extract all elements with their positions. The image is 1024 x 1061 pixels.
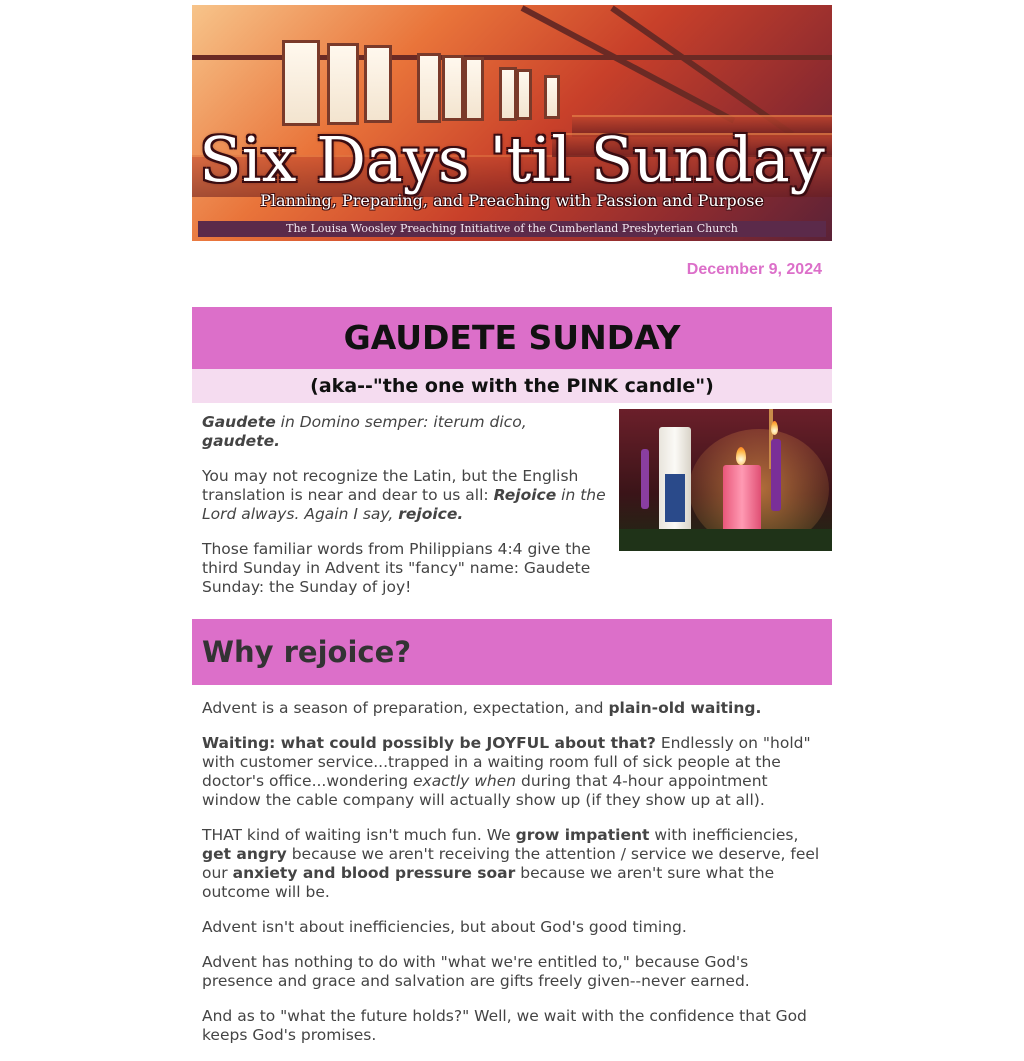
text: in the Lord always. Again I say, — [202, 486, 606, 523]
emphasis: get angry — [202, 845, 287, 863]
window — [544, 75, 560, 119]
intro-paragraph: Those familiar words from Philippians 4:4 give the third Sunday in Advent its "fancy" name: Gaudete Sunday: the Sunday of joy! — [202, 540, 591, 596]
paragraph: Advent has nothing to do with "what we're entitled to," because God's presence and grace and salvation are gifts freely given--never earned. — [202, 953, 750, 990]
flame — [771, 421, 778, 435]
window — [282, 40, 320, 126]
candle-emblem — [665, 474, 685, 522]
section-heading: Why rejoice? — [192, 619, 832, 685]
window — [417, 53, 441, 123]
latin-word: Gaudete — [202, 413, 276, 431]
paragraph — [202, 699, 822, 718]
text: You may not recognize the Latin, but the English translation is near and dear to us all: — [202, 467, 579, 504]
text: during that 4-hour appointment window the cable company will actually show up (if they show up at all). — [202, 772, 768, 809]
emphasis: rejoice. — [398, 505, 464, 523]
window — [516, 69, 532, 120]
purple-candle — [641, 449, 649, 509]
flame — [736, 447, 746, 465]
intro-paragraph — [202, 467, 607, 524]
text: because we aren't receiving the attention / service we deserve, feel our — [202, 845, 820, 882]
emphasis: anxiety and blood pressure soar — [232, 864, 516, 882]
window — [442, 55, 464, 121]
emphasis: grow impatient — [515, 826, 650, 844]
intro-text — [202, 413, 607, 613]
latin-phrase: in Domino semper: iterum dico, — [275, 413, 527, 431]
window — [364, 45, 392, 123]
paragraph: Advent isn't about inefficiencies, but about God's good timing. — [202, 918, 687, 936]
banner-footer: The Louisa Woosley Preaching Initiative of the Cumberland Presbyterian Church — [198, 221, 826, 237]
header-banner — [192, 5, 832, 241]
purple-candle — [771, 439, 781, 511]
text: because we aren't sure what the outcome will be. — [202, 864, 775, 901]
paragraph — [202, 734, 822, 810]
wreath — [619, 529, 832, 551]
latin-word: gaudete. — [202, 432, 281, 450]
italic-text: exactly when — [412, 772, 517, 790]
banner-title: Six Days 'til Sunday — [199, 123, 825, 196]
issue-date: December 9, 2024 — [686, 261, 822, 278]
paragraph: And as to "what the future holds?" Well, we wait with the confidence that God keeps God's promises. — [202, 1007, 807, 1044]
article-body — [192, 685, 832, 1045]
window — [327, 43, 359, 125]
latin-quote — [202, 413, 607, 451]
text: Endlessly on "hold" with customer service...trapped in a waiting room full of sick people at the doctor's office...wondering — [202, 734, 811, 790]
window — [499, 67, 517, 121]
text: Advent is a season of preparation, expectation, and — [202, 699, 609, 717]
text: with inefficiencies, — [649, 826, 799, 844]
hero-title: GAUDETE SUNDAY — [192, 307, 832, 369]
newsletter — [192, 5, 832, 1061]
intro-section — [192, 403, 832, 615]
paragraph — [202, 826, 822, 902]
emphasis: Rejoice — [493, 486, 557, 504]
advent-candles-photo — [619, 409, 832, 551]
emphasis: plain-old waiting. — [608, 699, 762, 717]
emphasis: Waiting: what could possibly be JOYFUL about that? — [202, 734, 656, 752]
hero-subtitle: (aka--"the one with the PINK candle") — [192, 369, 832, 403]
text: THAT kind of waiting isn't much fun. We — [202, 826, 516, 844]
window — [464, 57, 484, 121]
banner-subtitle: Planning, Preparing, and Preaching with Passion and Purpose — [260, 191, 764, 210]
